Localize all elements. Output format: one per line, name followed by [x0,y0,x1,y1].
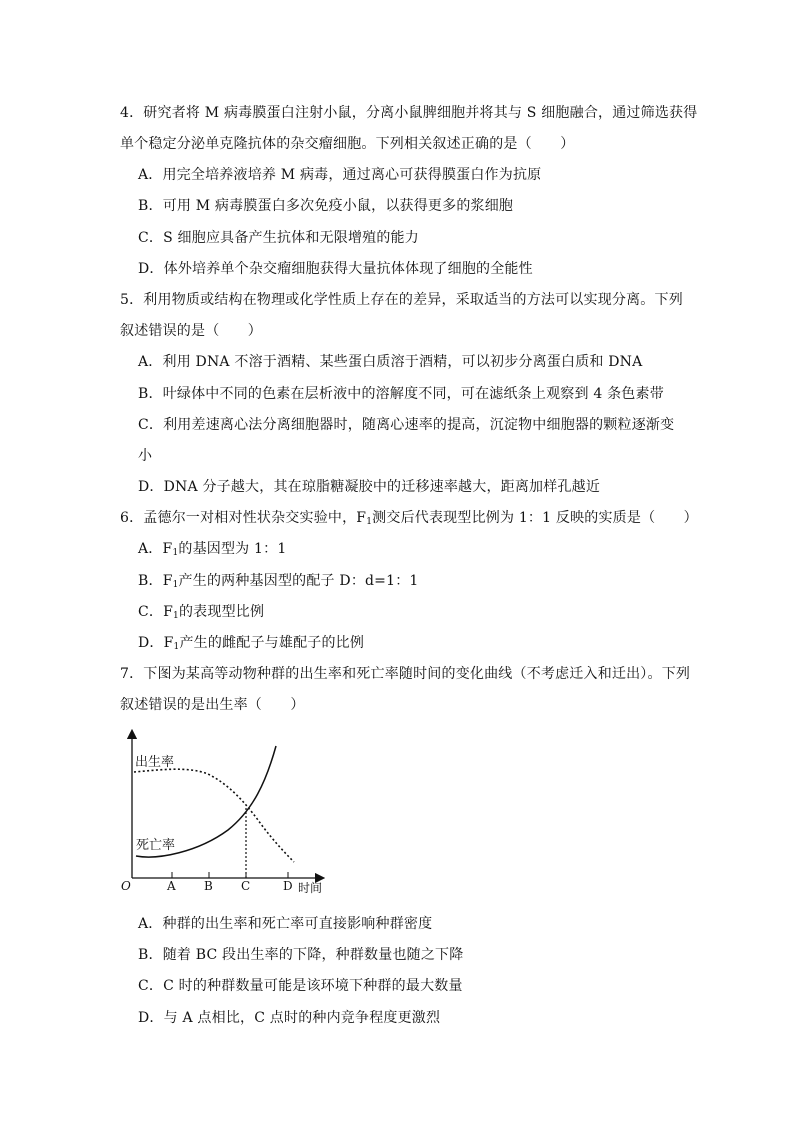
q7-stem-line-2: 叙述错误的是出生率（ ） [120,697,305,713]
q6-option-b: B．$F_1$产生的两种基因型的配子 D：d=1：1 [138,573,419,590]
death-rate-label: 死亡率 [136,838,176,853]
q6-option-d: D．$F_1$产生的雌配子与雄配子的比例 [138,635,365,652]
q7-option-d: D．与 A 点相比，C 点时的种内竞争程度更激烈 [138,1010,441,1026]
tick-label-c: C [241,879,251,893]
q7-stem-line-1: 7．下图为某高等动物种群的出生率和死亡率随时间的变化曲线（不考虑迁入和迁出）。下列 [120,666,691,682]
q6-option-a: A．$F_1$的基因型为 1：1 [138,541,287,558]
origin-label: O [121,879,131,893]
q7-option-b: B．随着 BC 段出生率的下降，种群数量也随之下降 [138,947,464,963]
q4-option-a: A．用完全培养液培养 M 病毒，通过离心可获得膜蛋白作为抗原 [138,167,542,183]
q6-option-c: C．$F_1$的表现型比例 [138,604,265,621]
birth-death-rate-figure [118,728,334,900]
tick-label-b: B [204,879,213,893]
q5-stem-line-2: 叙述错误的是（ ） [120,323,262,339]
q5-option-b: B．叶绿体中不同的色素在层析液中的溶解度不同，可在滤纸条上观察到 4 条色素带 [138,386,664,402]
birth-rate-label: 出生率 [135,755,175,770]
q5-option-d: D．DNA 分子越大，其在琼脂糖凝胶中的迁移速率越大，距离加样孔越近 [138,479,601,495]
q6-stem: 6．孟德尔一对相对性状杂交实验中，$F_1$测交后代表现型比例为 1：1 反映的实质是（ ） [120,510,698,527]
q4-stem-line-2: 单个稳定分泌单克隆抗体的杂交瘤细胞。下列相关叙述正确的是（ ） [120,136,575,152]
tick-label-d: D [283,879,293,893]
q5-option-c: C．利用差速离心法分离细胞器时，随离心速率的提高，沉淀物中细胞器的颗粒逐渐变 [138,417,675,433]
q4-option-d: D．体外培养单个杂交瘤细胞获得大量抗体体现了细胞的全能性 [138,261,533,277]
x-axis-label: 时间 [298,881,323,895]
q4-option-b: B．可用 M 病毒膜蛋白多次免疫小鼠，以获得更多的浆细胞 [138,198,514,214]
q5-stem-line-1: 5．利用物质或结构在物理或化学性质上存在的差异，采取适当的方法可以实现分离。下列 [120,292,683,308]
q5-option-c-cont: 小 [138,448,153,464]
q5-option-a: A．利用 DNA 不溶于酒精、某些蛋白质溶于酒精，可以初步分离蛋白质和 DNA [138,354,643,370]
q4-stem-line-1: 4．研究者将 M 病毒膜蛋白注射小鼠，分离小鼠脾细胞并将其与 S 细胞融合，通过筛选获得 [120,105,698,121]
q4-option-c: C．S 细胞应具备产生抗体和无限增殖的能力 [138,230,419,246]
q7-option-a: A．种群的出生率和死亡率可直接影响种群密度 [138,916,433,932]
tick-label-a: A [167,879,176,893]
q7-option-c: C．C 时的种群数量可能是该环境下种群的最大数量 [138,978,463,994]
